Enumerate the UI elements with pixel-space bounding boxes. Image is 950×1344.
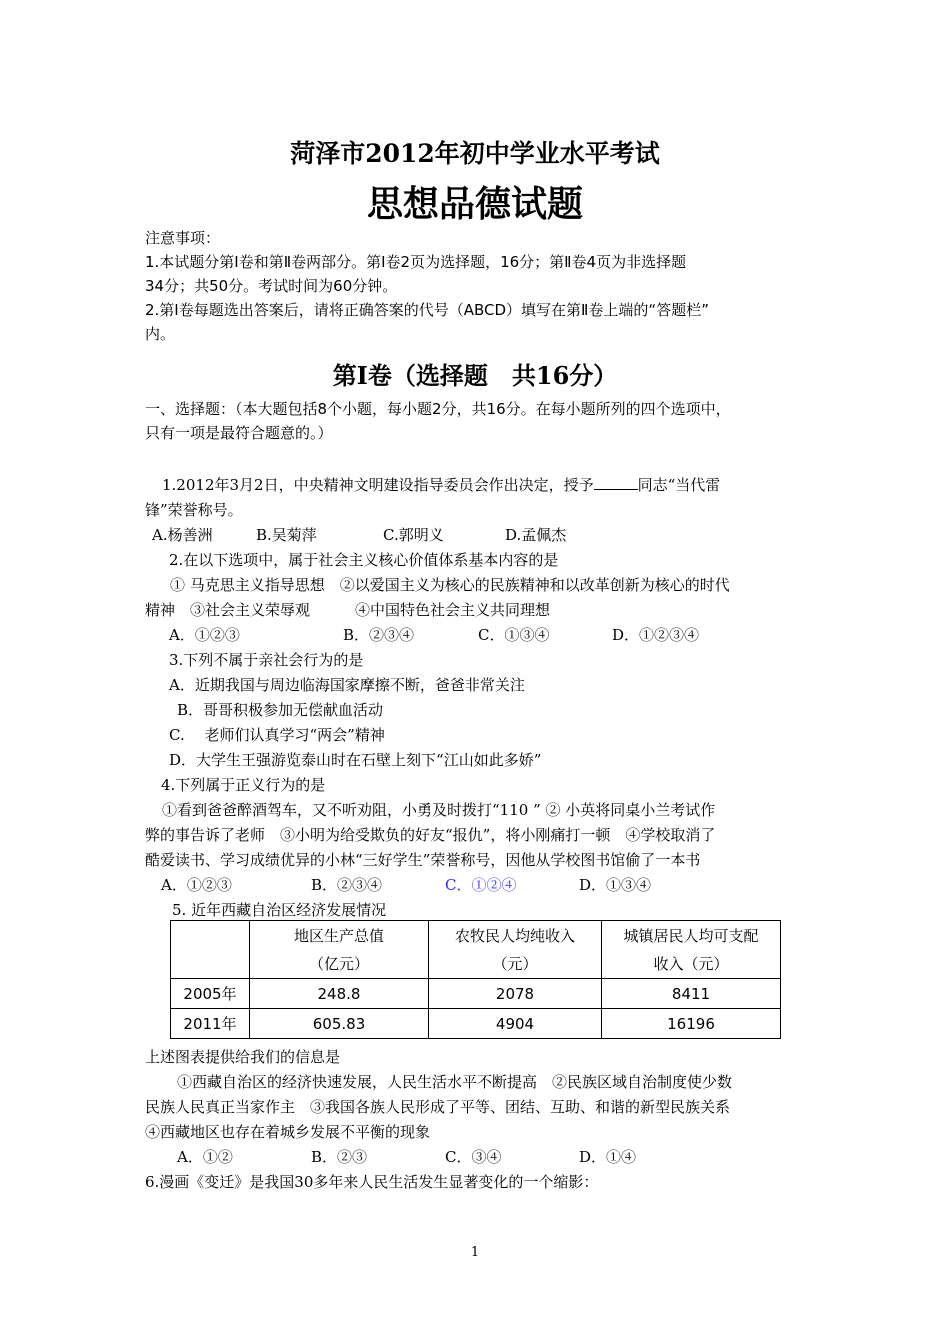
q2-option: B．②③④ <box>343 626 415 644</box>
q5-option: D．①④ <box>579 1148 637 1166</box>
question-4-stem: 4.下列属于正义行为的是 <box>161 776 326 794</box>
question-3-stem: 3.下列不属于亲社会行为的是 <box>169 651 364 669</box>
economic-data-table <box>170 920 781 1039</box>
table-header-cell: 农牧民人均纯收入 （元） <box>429 921 602 979</box>
q4-items: ①看到爸爸醉酒驾车，又不听劝阻，小勇及时拨打“110 ” ② 小英将同桌小兰考试作 <box>162 801 716 819</box>
q5-items: ④西藏地区也存在着城乡发展不平衡的现象 <box>145 1123 431 1141</box>
q1-stem-b: 同志“当代雷 <box>637 476 721 494</box>
q1-option: C.郭明义 <box>383 526 444 544</box>
notes-line: 2.第Ⅰ卷每题选出答案后，请将正确答案的代号（ABCD）填写在第Ⅱ卷上端的“答题栏” <box>145 301 709 319</box>
table-row <box>171 1009 781 1039</box>
table-header-cell: 地区生产总值 （亿元） <box>250 921 429 979</box>
subject-title: 思想品德试题 <box>366 184 583 225</box>
q5-option: C．③④ <box>445 1148 502 1166</box>
q3-option: C. 老师们认真学习“两会”精神 <box>169 726 385 744</box>
q3-option: A．近期我国与周边临海国家摩擦不断，爸爸非常关注 <box>169 676 525 694</box>
q1-option: D.孟佩杰 <box>505 526 567 544</box>
q1-stem-a: 1.2012年3月2日，中央精神文明建设指导委员会作出决定，授予 <box>162 476 594 494</box>
page-number: 1 <box>470 1245 480 1260</box>
q2-option: C．①③④ <box>478 626 550 644</box>
section-instructions: 一、选择题：（本大题包括8个小题，每小题2分，共16分。在每小题所列的四个选项中， <box>145 400 731 418</box>
table-row <box>171 979 781 1009</box>
q3-option: B．哥哥积极参加无偿献血活动 <box>177 701 384 719</box>
q4-items: 酷爱读书、学习成绩优异的小林“三好学生”荣誉称号，因他从学校图书馆偷了一本书 <box>145 851 701 869</box>
q4-option: D．①③④ <box>579 876 652 894</box>
question-1-stem <box>162 473 720 497</box>
q1-option: B.吴菊萍 <box>256 526 317 544</box>
notes-line: 34分；共50分。考试时间为60分钟。 <box>145 277 398 295</box>
table-cell: 248.8 <box>250 979 429 1009</box>
exam-title: 菏泽市2012年初中学业水平考试 <box>290 139 660 168</box>
q2-items: ① 马克思主义指导思想 ②以爱国主义为核心的民族精神和以改革创新为核心的时代 <box>170 576 730 594</box>
q4-items: 弊的事告诉了老师 ③小明为给受欺负的好友“报仇”，将小刚痛打一顿 ④学校取消了 <box>145 826 716 844</box>
table-cell: 4904 <box>429 1009 602 1039</box>
q5-after-text: 上述图表提供给我们的信息是 <box>145 1048 341 1066</box>
answer-blank <box>594 475 638 490</box>
table-cell: 8411 <box>602 979 781 1009</box>
question-2-stem: 2.在以下选项中，属于社会主义核心价值体系基本内容的是 <box>169 551 559 569</box>
section-title: 第Ⅰ卷（选择题 共16分） <box>332 361 618 390</box>
q5-option: B．②③ <box>311 1148 368 1166</box>
question-5-stem: 5. 近年西藏自治区经济发展情况 <box>172 901 387 919</box>
q5-option: A．①② <box>177 1148 233 1166</box>
q1-option: A.杨善洲 <box>152 526 213 544</box>
table-header-cell: 城镇居民人均可支配 收入（元） <box>602 921 781 979</box>
question-6-stem: 6.漫画《变迁》是我国30多年来人民生活发生显著变化的一个缩影： <box>145 1173 599 1191</box>
q4-option: A．①②③ <box>161 876 232 894</box>
q2-option: A．①②③ <box>169 626 240 644</box>
table-cell: 605.83 <box>250 1009 429 1039</box>
notes-line: 内。 <box>145 325 176 343</box>
table-corner-cell <box>171 921 250 979</box>
q5-items: 民族人民真正当家作主 ③我国各族人民形成了平等、团结、互助、和谐的新型民族关系 <box>145 1098 731 1116</box>
section-instructions: 只有一项是最符合题意的。） <box>145 424 333 442</box>
question-1-stem-cont: 锋”荣誉称号。 <box>145 501 243 519</box>
table-cell: 16196 <box>602 1009 781 1039</box>
table-cell: 2078 <box>429 979 602 1009</box>
q2-option: D．①②③④ <box>612 626 700 644</box>
q3-option: D．大学生王强游览泰山时在石壁上刻下“江山如此多娇” <box>169 751 542 769</box>
notes-line: 1.本试题分第Ⅰ卷和第Ⅱ卷两部分。第Ⅰ卷2页为选择题，16分；第Ⅱ卷4页为非选择题 <box>145 253 687 271</box>
table-cell: 2005年 <box>171 979 250 1009</box>
q5-items: ①西藏自治区的经济快速发展，人民生活水平不断提高 ②民族区域自治制度使少数 <box>177 1073 733 1091</box>
notes-heading: 注意事项： <box>145 229 221 247</box>
q4-option-highlighted: C．①②④ <box>445 876 517 894</box>
q2-items: 精神 ③社会主义荣辱观 ④中国特色社会主义共同理想 <box>145 601 551 619</box>
table-header-row <box>171 921 781 979</box>
q4-option: B．②③④ <box>311 876 383 894</box>
table-cell: 2011年 <box>171 1009 250 1039</box>
